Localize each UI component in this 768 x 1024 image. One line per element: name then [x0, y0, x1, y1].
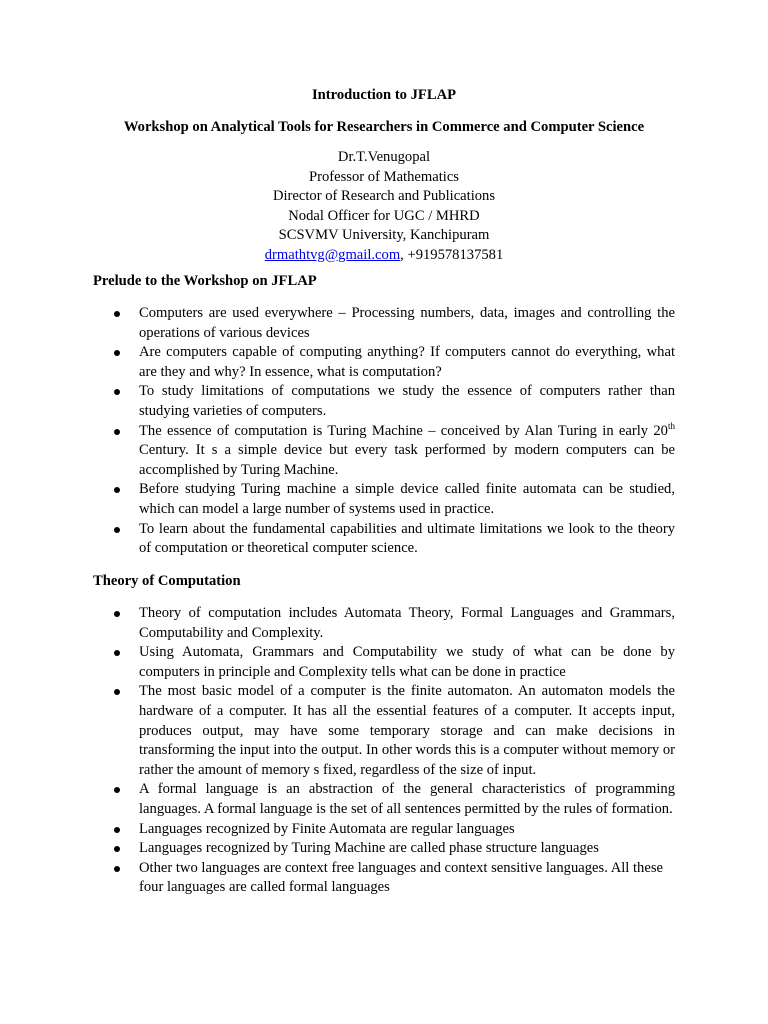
- list-item-text: Theory of computation includes Automata Theory, Formal Languages and Grammars, Computability and Complexity.: [139, 605, 675, 641]
- list-item-text: Are computers capable of computing anything? If computers cannot do everything, what are they and why? In essence, what is computation?: [139, 344, 675, 380]
- bullet-icon: [114, 389, 120, 395]
- bullet-icon: [114, 846, 120, 852]
- bullet-icon: [114, 487, 120, 493]
- list-item-text: A formal language is an abstraction of the general characteristics of programming languages. A formal language is the set of all sentences permitted by the rules of formation.: [139, 781, 675, 817]
- list-item-text: Computers are used everywhere – Processing numbers, data, images and controlling the operations of various devices: [139, 305, 675, 341]
- bullet-icon: [114, 866, 120, 872]
- list-item: [93, 820, 675, 840]
- list-item-text: Before studying Turing machine a simple device called finite automata can be studied, which can model a large number of systems used in practice.: [139, 481, 675, 517]
- list-item-text: Languages recognized by Finite Automata are regular languages: [139, 820, 515, 837]
- list-item: [93, 643, 675, 682]
- document-subtitle: Workshop on Analytical Tools for Researchers in Commerce and Computer Science: [123, 119, 645, 135]
- list-item-text: [139, 420, 675, 478]
- author-line: Nodal Officer for UGC / MHRD: [288, 207, 480, 224]
- list-item: [93, 422, 675, 481]
- list-item-text: The most basic model of a computer is the finite automaton. An automaton models the hardware of a computer. It has all the essential features of a computer. It accepts input, produces output, may have some temporary storage and can make decisions in transforming the input into the output. In other words this is a computer without memory or rather the amount of memory s fixed, regardless of the size of input.: [139, 683, 675, 778]
- author-contact: [0, 246, 768, 266]
- author-email-link[interactable]: drmathtvg@gmail.com: [264, 246, 401, 263]
- list-item: [93, 520, 675, 559]
- bullet-icon: [114, 787, 120, 793]
- author-phone: , +919578137581: [400, 246, 504, 263]
- section-heading-theory: Theory of Computation: [93, 573, 241, 589]
- bullet-icon: [114, 429, 120, 435]
- list-item-text: To learn about the fundamental capabilities and ultimate limitations we look to the theory of computation or theoretical computer science.: [139, 520, 675, 557]
- list-item: [93, 682, 675, 780]
- list-item: [93, 839, 675, 859]
- list-item-text: Using Automata, Grammars and Computability we study of what can be done by computers in principle and Complexity tells what can be done in practice: [139, 644, 675, 680]
- list-item: [93, 382, 675, 421]
- bullet-icon: [114, 311, 120, 317]
- prelude-bullet-list: [93, 304, 675, 559]
- bullet-icon: [114, 689, 120, 695]
- list-item: [93, 343, 675, 382]
- list-item-text-part: The essence of computation is Turing Machine – conceived by Alan Turing in early 20: [139, 422, 668, 439]
- list-item-text: Other two languages are context free languages and context sensitive languages. All these four languages are called formal languages: [139, 859, 663, 896]
- bullet-icon: [114, 611, 120, 617]
- list-item-text: Languages recognized by Turing Machine are called phase structure languages: [139, 840, 599, 857]
- author-line: Professor of Mathematics: [309, 168, 459, 185]
- author-line: SCSVMV University, Kanchipuram: [278, 227, 490, 244]
- list-item: [93, 859, 675, 898]
- bullet-icon: [114, 650, 120, 656]
- list-item: [93, 304, 675, 343]
- list-item: [93, 780, 675, 819]
- section-heading-prelude: Prelude to the Workshop on JFLAP: [93, 273, 317, 289]
- theory-bullet-list: [93, 604, 675, 898]
- bullet-icon: [114, 827, 120, 833]
- superscript: th: [667, 420, 675, 431]
- author-name: Dr.T.Venugopal: [337, 149, 431, 165]
- bullet-icon: [114, 350, 120, 356]
- list-item: [93, 604, 675, 643]
- author-line: Director of Research and Publications: [272, 188, 496, 205]
- bullet-icon: [114, 527, 120, 533]
- author-block: [0, 148, 768, 266]
- list-item: [93, 480, 675, 519]
- list-item-text-part: Century. It s a simple device but every task performed by modern computers can be accomplished by Turing Machine.: [139, 442, 675, 478]
- document-title: Introduction to JFLAP: [311, 87, 457, 103]
- list-item-text: To study limitations of computations we study the essence of computers rather than studying varieties of computers.: [139, 383, 675, 419]
